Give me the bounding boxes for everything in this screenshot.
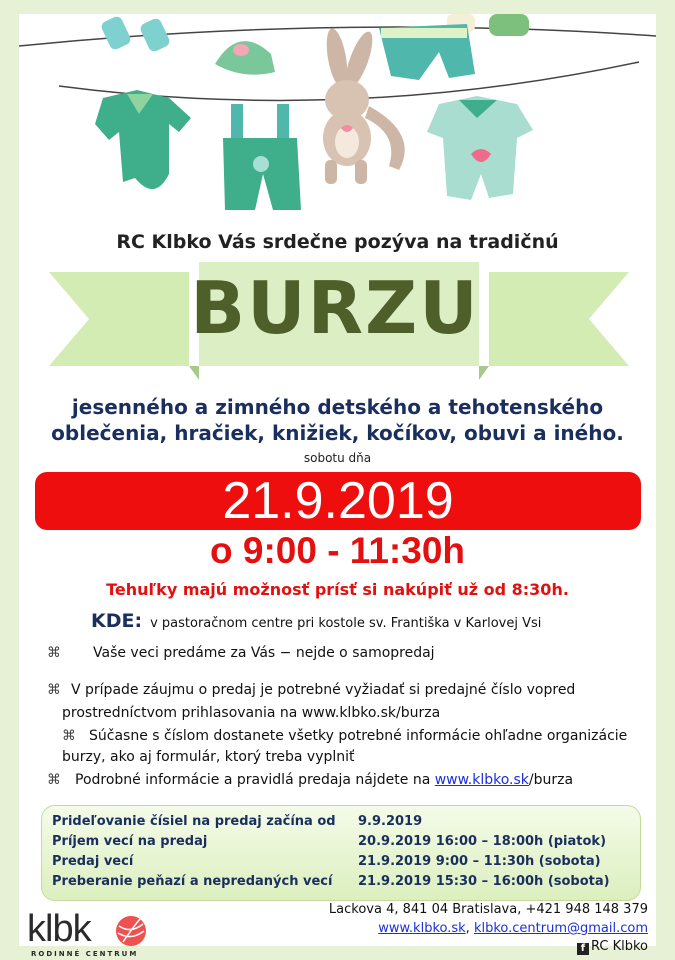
schedule-label: Prideľovanie čísiel na predaj začína od <box>52 814 336 829</box>
command-icon: ⌘ <box>47 772 61 788</box>
pregnant-note: Tehuľky majú možnosť prísť si nakúpiť už od 8:30h. <box>106 580 569 599</box>
schedule-label: Preberanie peňazí a nepredaných vecí <box>52 874 333 889</box>
logo <box>27 908 91 951</box>
schedule-label: Príjem vecí na predaj <box>52 834 208 849</box>
pants-icon <box>379 24 475 80</box>
command-icon: ⌘ <box>47 645 61 661</box>
bodysuit-icon <box>95 90 191 189</box>
hat-icon <box>215 41 275 75</box>
contact-links <box>378 921 648 936</box>
schedule-label: Predaj vecí <box>52 854 134 869</box>
bullet-4-suffix: /burza <box>528 772 574 788</box>
bullet-4 <box>75 772 573 788</box>
subtitle-line-1: jesenného a zimného detského a tehotenského <box>71 395 604 419</box>
schedule-value: 9.9.2019 <box>358 814 423 829</box>
bullet-1: Vaše veci predáme za Vás − nejde o samopredaj <box>93 645 435 661</box>
location <box>91 610 541 632</box>
command-icon: ⌘ <box>62 728 76 744</box>
bullet-2-line-2: prostredníctvom prihlasovania na www.klbko.sk/burza <box>62 705 441 721</box>
poster-page <box>19 14 656 958</box>
bullet-3-line-2: burzy, ako aj formulár, ktorý treba vyplniť <box>62 749 355 765</box>
subtitle-line-2: oblečenia, hračiek, knižiek, kočíkov, obuvi a iného. <box>51 421 624 445</box>
burza-link[interactable]: www.klbko.sk <box>434 772 529 788</box>
schedule-value: 20.9.2019 16:00 – 18:00h (piatok) <box>358 834 607 849</box>
contact-separator: , <box>465 921 470 936</box>
schedule-value: 21.9.2019 9:00 – 11:30h (sobota) <box>358 854 601 869</box>
bullet-2-line-1: V prípade záujmu o predaj je potrebné vyžiadať si predajné číslo vopred <box>71 682 576 698</box>
bullet-3-line-1: Súčasne s číslom dostanete všetky potrebné informácie ohľadne organizácie <box>89 728 628 744</box>
command-icon: ⌘ <box>47 682 61 698</box>
facebook-label: RC Klbko <box>590 939 648 954</box>
event-time: o 9:00 - 11:30h <box>209 530 465 571</box>
main-title: BURZU <box>190 266 480 350</box>
clothesline-illustration <box>19 14 656 224</box>
bullet-4-prefix: Podrobné informácie a pravidlá predaja nájdete na <box>75 772 431 788</box>
invitation-text: RC Klbko Vás srdečne pozýva na tradičnú <box>116 231 559 253</box>
address: Lackova 4, 841 04 Bratislava, +421 948 148 379 <box>328 902 648 917</box>
facebook[interactable] <box>577 939 648 955</box>
email-link[interactable]: klbko.centrum@gmail.com <box>473 921 648 936</box>
event-date: 21.9.2019 <box>222 472 454 530</box>
schedule-box <box>41 805 641 901</box>
overalls-icon <box>223 104 301 210</box>
facebook-icon: f <box>577 943 589 955</box>
day-label: sobotu dňa <box>303 451 372 465</box>
logo-subtitle: RODINNÉ CENTRUM <box>31 950 139 958</box>
location-text: v pastoračnom centre pri kostole sv. Františka v Karlovej Vsi <box>150 616 542 631</box>
yarn-ball-icon <box>114 914 148 948</box>
location-label: KDE: <box>91 610 143 632</box>
logo-text: klbk <box>27 908 91 950</box>
date-banner <box>35 472 641 530</box>
schedule-value: 21.9.2019 15:30 – 16:00h (sobota) <box>358 874 610 889</box>
web-link[interactable]: www.klbko.sk <box>378 921 466 936</box>
romper-icon <box>427 96 533 200</box>
